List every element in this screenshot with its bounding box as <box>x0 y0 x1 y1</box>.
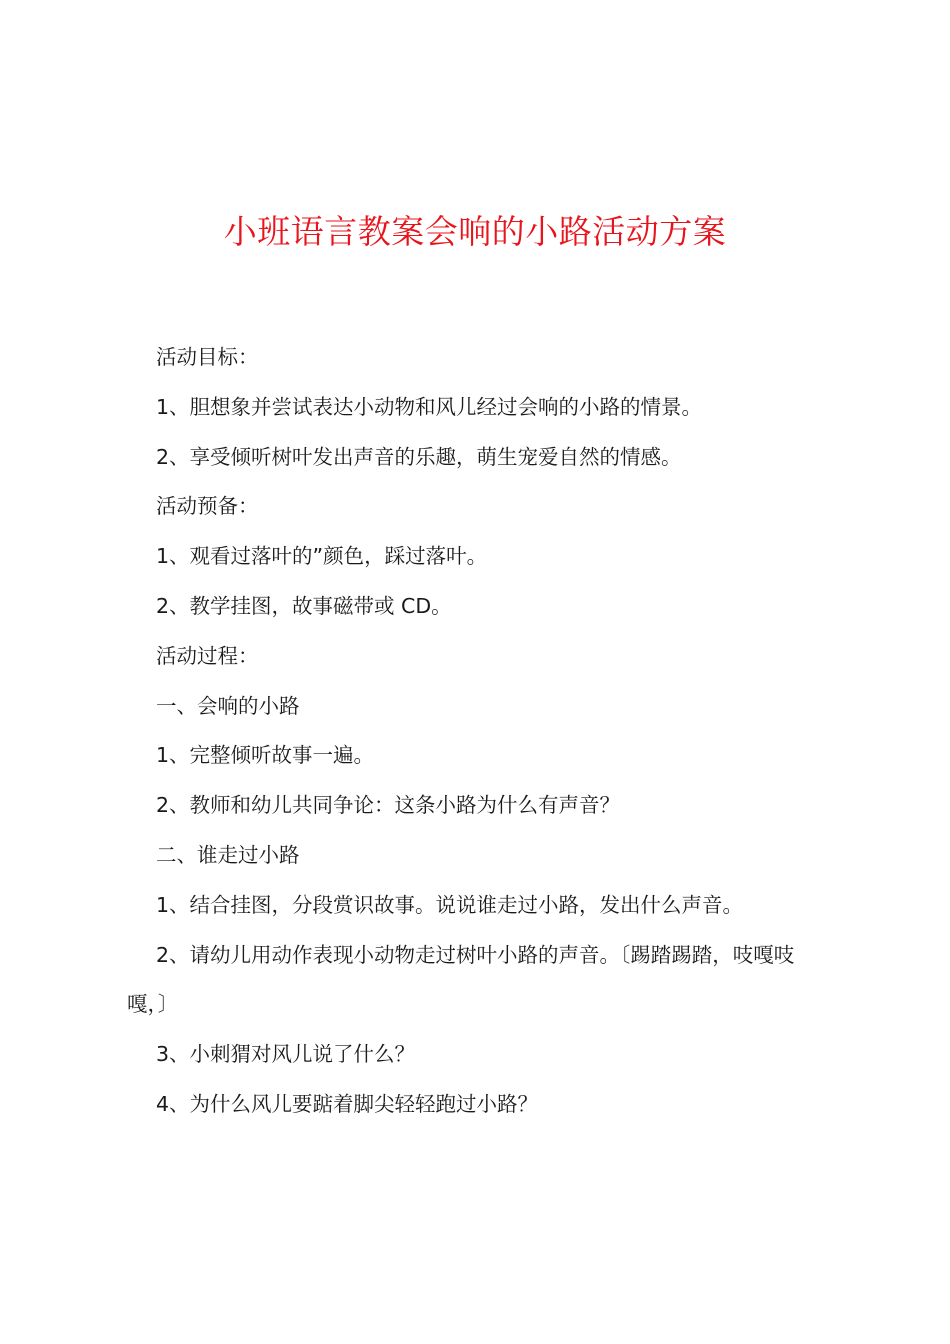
paragraph-section-1-step-2: 2、教师和幼儿共同争论：这条小路为什么有声音？ <box>156 793 621 818</box>
paragraph-preparation-2: 2、教学挂图，故事磁带或 CD。 <box>156 593 452 618</box>
paragraph-section-2-step-4: 4、为什么风儿要踮着脚尖轻轻跑过小路？ <box>156 1091 539 1116</box>
paragraph-section-1-step-1: 1、完整倾听故事一遍。 <box>156 743 375 768</box>
paragraph-preparation-heading: 活动预备： <box>156 494 259 519</box>
paragraph-goal-2: 2、享受倾听树叶发出声音的乐趣，萌生宠爱自然的情感。 <box>156 444 682 469</box>
paragraph-goal-1: 1、胆想象并尝试表达小动物和风儿经过会响的小路的情景。 <box>156 394 703 419</box>
paragraph-section-1-heading: 一、会响的小路 <box>156 693 300 718</box>
paragraph-preparation-1: 1、观看过落叶的”颜色，踩过落叶。 <box>156 544 488 569</box>
paragraph-section-2-step-2: 2、请幼儿用动作表现小动物走过树叶小路的声音。〔踢踏踢踏，吱嘎吱嘎，〕 <box>127 942 795 1017</box>
paragraph-section-2-step-1: 1、结合挂图，分段赏识故事。说说谁走过小路，发出什么声音。 <box>156 892 744 917</box>
paragraph-activity-goals-heading: 活动目标： <box>156 345 259 369</box>
paragraph-section-2-step-3: 3、小刺猬对风儿说了什么？ <box>156 1042 416 1067</box>
document-title: 小班语言教案会响的小路活动方案 <box>223 212 727 251</box>
paragraph-process-heading: 活动过程： <box>156 643 259 668</box>
paragraph-section-2-heading: 二、谁走过小路 <box>156 842 300 867</box>
document-body <box>127 333 835 1130</box>
